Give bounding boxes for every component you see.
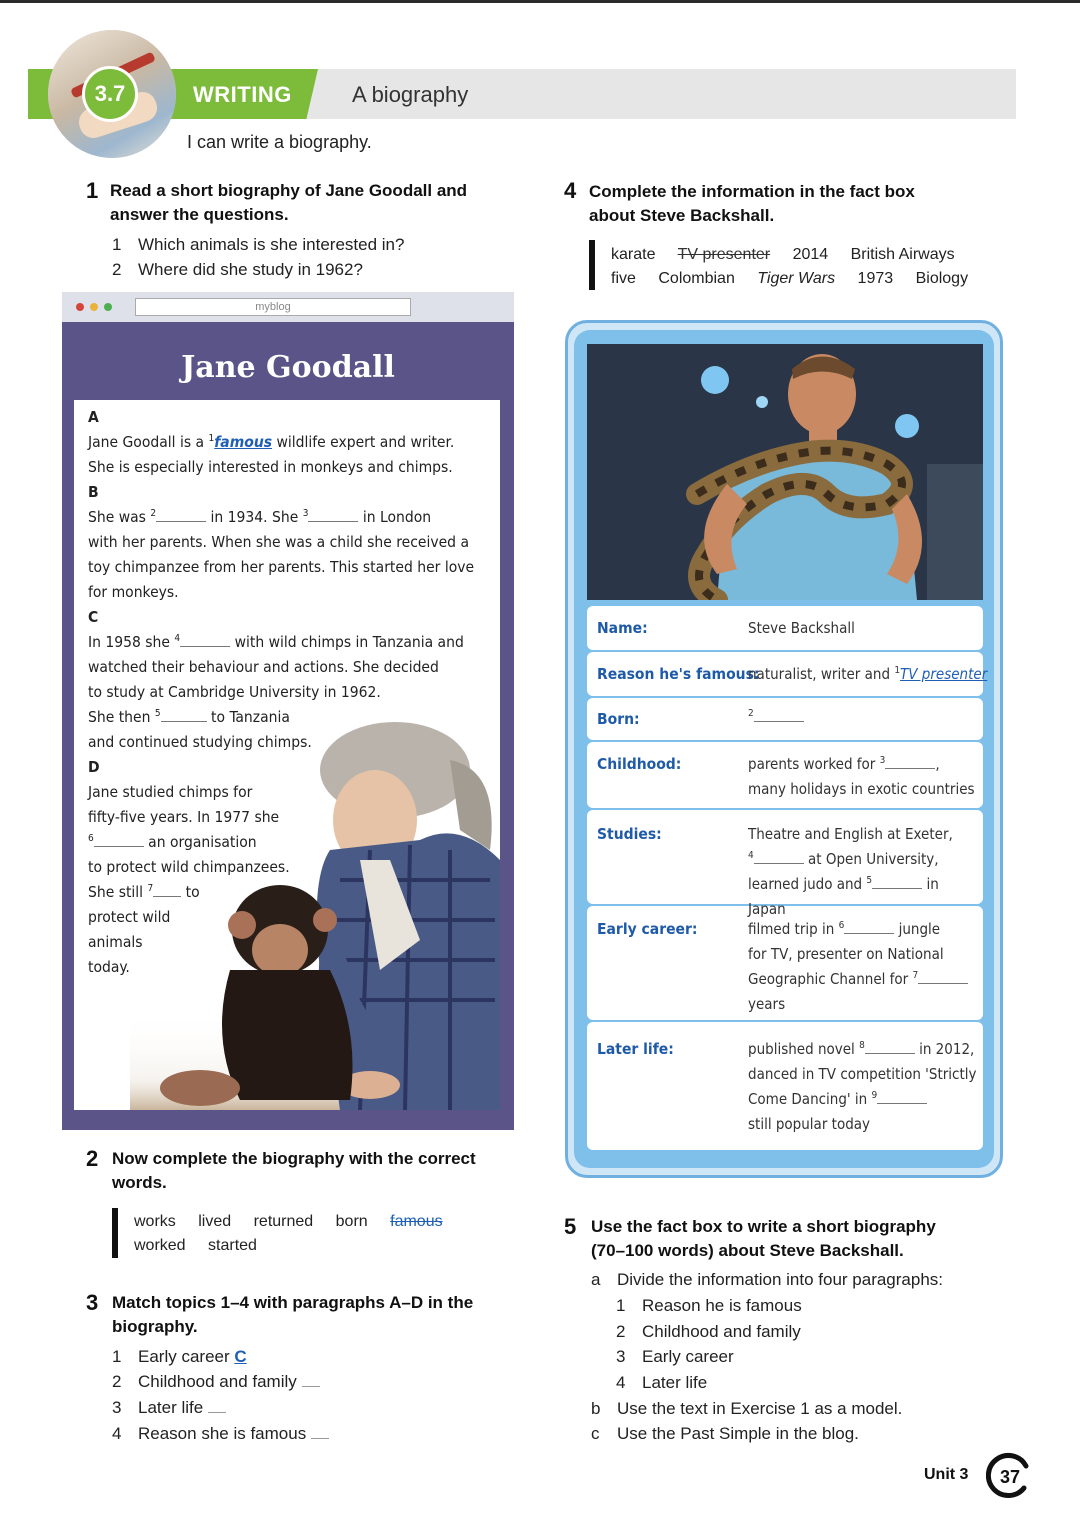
ex5-sub-item: 3 Early career: [616, 1347, 734, 1366]
word-option: 2014: [792, 246, 829, 263]
gap-4[interactable]: [180, 634, 230, 647]
blog-body: A Jane Goodall is a $^1$famous wildlife expert and writer. She is especially interested in monkeys and chimps. B She was $^2$ in 1934. She $^3$ in London with her parents. When she was a child she received a toy chimpanzee from her parents. This started her love for monkeys. C In 1958 she $^4$ with wild chimps in Tanzania and watched their behaviour and actions. She decided to study at Cambridge University in 1962. She then $^5$ to Tanzania and continued studying chimps. D Jane studied chimps for fifty-five years. In 1977 she $^6$ an organisation to protect wild chimpanzees. She still $^7$ to protect wild animals today.: [88, 405, 488, 980]
fact-value-studies: Theatre and English at Exeter, $^4$ at Open University, learned judo and $^5$ in Japan: [748, 825, 953, 918]
word-option: British Airways: [850, 246, 955, 263]
word-option: works: [134, 1213, 176, 1230]
window-maximize-dot: [104, 303, 112, 311]
gap-9[interactable]: [877, 1091, 927, 1104]
ex3-item: 4 Reason she is famous: [112, 1422, 512, 1446]
ex3-answer-gap[interactable]: [208, 1399, 226, 1413]
ex5-step-b: b Use the text in Exercise 1 as a model.: [591, 1399, 903, 1418]
gap-7[interactable]: [918, 971, 968, 984]
word-option: karate: [611, 246, 656, 263]
gap-7[interactable]: [153, 884, 181, 897]
gap-6[interactable]: [844, 921, 894, 934]
ex3-answer-gap[interactable]: [302, 1373, 320, 1387]
ex1-instruction: Read a short biography of Jane Goodall and answer the questions.: [110, 181, 468, 224]
page-number: 37: [999, 1467, 1021, 1487]
fact-label-reason: Reason he's famous:: [597, 665, 760, 683]
ex1-question: 1 Which animals is she interested in?: [112, 235, 405, 254]
gap-2[interactable]: [754, 709, 804, 722]
blog-title: Jane Goodall: [181, 350, 395, 385]
ex2-word-box: [134, 1210, 494, 1258]
fact-value-childhood: parents worked for $^3$ , many holidays in exotic countries: [748, 755, 975, 798]
unit-label: Unit 3: [924, 1466, 969, 1483]
word-option: lived: [198, 1213, 232, 1230]
word-option: Colombian: [658, 270, 735, 287]
gap-8[interactable]: [865, 1041, 915, 1054]
word-box-bar: [112, 1208, 118, 1258]
can-do-statement: I can write a biography.: [187, 132, 372, 152]
section-label: WRITING: [193, 82, 292, 107]
top-rule: [0, 0, 1080, 3]
paragraph-letter: A: [88, 408, 99, 426]
gap-4[interactable]: [754, 851, 804, 864]
fact-value-early-career: filmed trip in $^6$ jungle for TV, presenter on National Geographic Channel for $^7$ years: [748, 917, 978, 1017]
answer-famous: famous: [214, 433, 273, 451]
word-option: Biology: [915, 270, 969, 287]
page-number-badge: [986, 1452, 1034, 1500]
ex5-instruction: Use the fact box to write a short biography (70–100 words) about Steve Backshall.: [591, 1217, 936, 1260]
gap-5[interactable]: [872, 876, 922, 889]
ex2-number: 2: [86, 1146, 99, 1171]
ex4-number: 4: [564, 178, 577, 203]
fact-value-born: 2: [748, 705, 978, 730]
fact-label-later-life: Later life:: [597, 1040, 674, 1058]
fact-label-childhood: Childhood:: [597, 755, 682, 773]
fact-value-name: Steve Backshall: [748, 619, 855, 637]
lesson-title: A biography: [352, 82, 469, 107]
word-option: five: [611, 270, 636, 287]
gap-3[interactable]: [885, 756, 935, 769]
gap-3[interactable]: [308, 509, 358, 522]
ex5-step-c: c Use the Past Simple in the blog.: [591, 1424, 859, 1443]
ex3-item: 1 Early career C: [112, 1347, 247, 1366]
gap-6[interactable]: [94, 834, 144, 847]
fact-label-born: Born:: [597, 710, 640, 728]
address-bar[interactable]: myblog: [135, 298, 411, 316]
word-option: started: [208, 1237, 257, 1254]
fact-value-reason: naturalist, writer and $^1$TV presenter: [748, 665, 988, 683]
word-option: Tiger Wars: [757, 270, 836, 287]
ex4-instruction: Complete the information in the fact box about Steve Backshall.: [589, 182, 915, 225]
ex5-sub-item: 4 Later life: [616, 1373, 708, 1392]
ex3-answer: C: [234, 1347, 247, 1366]
ex3-item: 2 Childhood and family: [112, 1370, 512, 1394]
ex1-question: 2 Where did she study in 1962?: [112, 260, 363, 279]
fact-value-later-life: published novel $^8$ in 2012, danced in TV competition 'Strictly Come Dancing' in $^9$ still popular today: [748, 1040, 977, 1133]
word-option: returned: [253, 1213, 314, 1230]
word-box-bar: [589, 240, 595, 290]
gap-2[interactable]: [156, 509, 206, 522]
paragraph-letter: C: [88, 608, 99, 626]
word-option: worked: [134, 1237, 186, 1254]
paragraph-letter: B: [88, 483, 99, 501]
ex1-number: 1: [86, 178, 99, 203]
lesson-badge: 3.7: [82, 66, 138, 122]
word-option-used: TV presenter: [677, 246, 771, 263]
paragraph-letter: D: [88, 758, 100, 776]
window-close-dot: [76, 303, 84, 311]
ex5-sub-item: 1 Reason he is famous: [616, 1296, 802, 1315]
ex5-number: 5: [564, 1214, 577, 1239]
ex5-step-a: a Divide the information into four paragraphs:: [591, 1270, 944, 1289]
ex3-number: 3: [86, 1290, 99, 1315]
fact-label-early-career: Early career:: [597, 920, 698, 938]
ex3-item: 3 Later life: [112, 1396, 512, 1420]
word-option: 1973: [857, 270, 894, 287]
ex5-sub-item: 2 Childhood and family: [616, 1322, 801, 1341]
ex2-instruction: Now complete the biography with the correct words.: [112, 1149, 476, 1192]
word-option-used: famous: [390, 1213, 443, 1230]
steve-backshall-photo: [587, 344, 983, 600]
window-minimize-dot: [90, 303, 98, 311]
ex3-answer-gap[interactable]: [311, 1425, 329, 1439]
gap-5[interactable]: [161, 709, 207, 722]
fact-label-studies: Studies:: [597, 825, 662, 843]
ex4-word-box: [611, 243, 1011, 291]
fact-label-name: Name:: [597, 619, 648, 637]
ex3-instruction: Match topics 1–4 with paragraphs A–D in the biography.: [112, 1293, 474, 1336]
word-option: born: [335, 1213, 368, 1230]
